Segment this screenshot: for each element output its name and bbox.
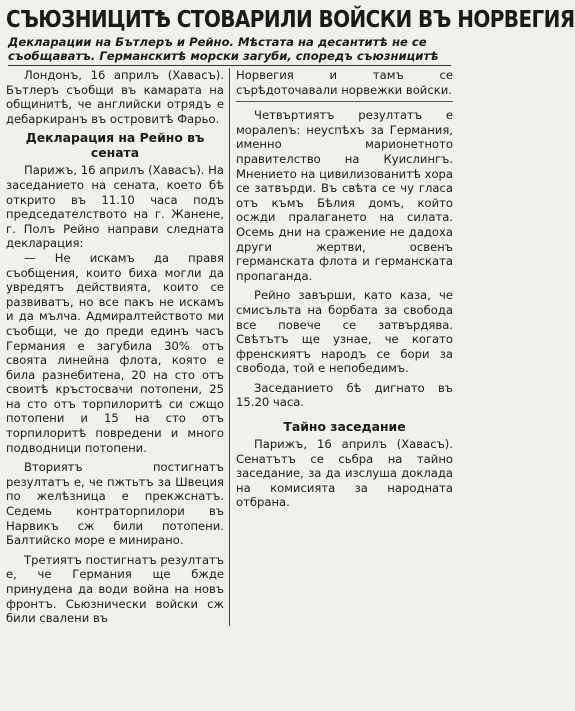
section-heading-secret-session: Тайно заседание — [283, 419, 406, 435]
article-columns — [6, 68, 453, 626]
divider — [236, 101, 453, 102]
paragraph-paris-senate: Парижъ, 16 априлъ (Хавасъ). На заседанието на сената, което бѣ открито въ 11.10 часа подъ председателството на г. Жанене, г. Полъ Рейно направи следната декларация: — [6, 163, 224, 251]
subheadline: Декларации на Бътлеръ и Рейно. Мѣстата на десантитѣ не се съобщаватъ. Германскитѣ морски загуби, споредъ съюзницитѣ — [8, 35, 451, 66]
paragraph-second-result: Вториятъ постигнатъ резултатъ е, че пжтьтъ за Швеция по желѣзница е прекжснатъ. Седемь контраторпилори въ Нарвикъ сж били потопени. Балтийско море е минирано. — [6, 460, 224, 548]
paragraph-declaration: — Не искамъ да правя съобщения, които биха могли да увредятъ действията, които се развиватъ, но все пакъ не искамъ и да мълча. Адмиралтейството ми съобщи, че до преди единъ часъ Германия е загубила 30% отъ своята линейна флота, която е била разнебитена, 20 на сто отъ своитѣ кръстосвачи потопени, 25 на сто отъ торпилоритѣ си сжщо потопени и 15 на сто отъ торпилоритѣ повредени и много подводници потопени. — [6, 250, 224, 455]
paragraph-secret-session: Парижъ, 16 априлъ (Хавасъ). Сенатътъ се сьбра на тайно заседание, за да изслуша доклада на комисията за народната отбрана. — [236, 437, 453, 510]
section-heading-reynaud: Декларация на Рейно въ сената — [25, 130, 205, 161]
left-column — [6, 68, 230, 626]
headline: СЪЮЗНИЦИТѢ СТОВАРИЛИ ВОЙСКИ ВЪ НОРВЕГИЯ — [6, 5, 575, 33]
paragraph-third-result: Третиятъ постигнатъ резултатъ е, че Германия ще бжде принудена да води война на новъ фронтъ. Сьюзнически войски сж били свалени въ — [6, 552, 224, 626]
paragraph-fourth-result: Четвъртиятъ резултатъ е моралenъ: неуспѣхъ за Германия, именно марионетното правителство на Куислингъ. Мнението на цивилизованитѣ хора се затвърди. Въ свѣта се чу гласа отъ къмъ Бѣлия домъ, който осжди пралагането на силата. Осемь дни на сражение не дадоха други жертви, освенъ германската флота и германската пропаганда. — [236, 108, 453, 283]
paragraph-session-closed: Заседанието бѣ дигнато въ 15.20 часа. — [236, 380, 453, 410]
paragraph-reynaud-conclusion: Рейно завърши, като каза, че смисъльта на борбата за свобода все повече се затвърдява. Свѣтътъ ще узнае, че когато френскиятъ народъ се бори за свобода, той е непобедимъ. — [236, 288, 453, 376]
paragraph-london: Лондонъ, 16 априлъ (Хавасъ). Бътлеръ съобщи въ камарата на общинитѣ, че английски отрядъ е дебаркиранъ въ островитѣ Фарьо. — [6, 68, 224, 126]
paragraph-norway-continued: Норвегия и тамъ се сърѣдоточавали норвежки войски. — [236, 68, 453, 97]
right-column — [230, 68, 453, 626]
